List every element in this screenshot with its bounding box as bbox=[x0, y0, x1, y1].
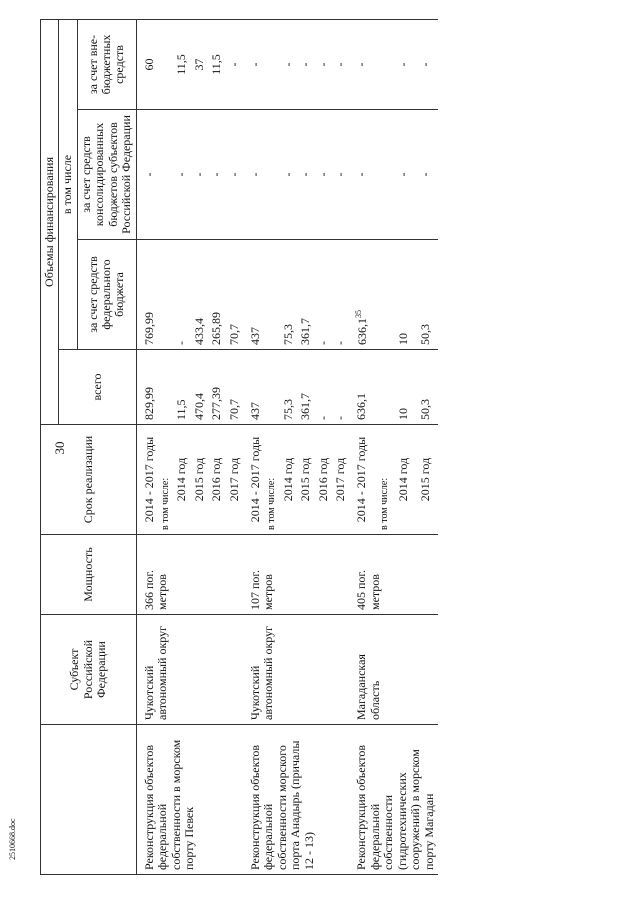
federal-value bbox=[243, 240, 264, 350]
empty-cell bbox=[158, 350, 173, 425]
table-row bbox=[349, 19, 376, 874]
year-regional: - bbox=[173, 110, 190, 240]
empty-cell bbox=[264, 19, 279, 109]
header-regional: за счет средств консолидированных бюджетов субъектов Российской Федерации bbox=[77, 110, 136, 240]
year-total: 11,5 bbox=[173, 350, 190, 425]
year-extra: 11,5 bbox=[173, 19, 190, 109]
object-name: Реконструкция объектов федеральной собственности (гидротехнических сооружений) в морском порту Магадан bbox=[349, 725, 438, 875]
year-federal: - bbox=[173, 240, 190, 350]
header-object bbox=[41, 725, 137, 875]
capacity-value: 405 пог. метров bbox=[349, 535, 438, 615]
document-code: 2510668.doc bbox=[8, 818, 17, 860]
regional-value: - bbox=[243, 110, 264, 240]
capacity-value: 107 пог. метров bbox=[243, 535, 349, 615]
regional-value: - bbox=[136, 110, 158, 240]
year-federal: 265,89 bbox=[208, 240, 225, 350]
year-extra: - bbox=[332, 19, 349, 109]
table-row bbox=[243, 19, 264, 874]
year-total: 70,7 bbox=[226, 350, 243, 425]
year-extra: - bbox=[315, 19, 332, 109]
header-subject: Субъект Российской Федерации bbox=[41, 615, 137, 725]
year-total: 75,3 bbox=[280, 350, 297, 425]
extra-value: - bbox=[349, 19, 376, 109]
year-federal: 75,3 bbox=[280, 240, 297, 350]
year-total: 277,39 bbox=[208, 350, 225, 425]
year-extra: - bbox=[395, 19, 416, 109]
header-period: Срок реализации bbox=[41, 425, 137, 535]
incl-label: в том числе: bbox=[158, 425, 173, 535]
year-label: 2016 год bbox=[315, 425, 332, 535]
year-label: 2014 год bbox=[280, 425, 297, 535]
year-federal: - bbox=[332, 240, 349, 350]
year-federal: - bbox=[315, 240, 332, 350]
empty-cell bbox=[264, 110, 279, 240]
empty-cell bbox=[377, 110, 396, 240]
year-extra: - bbox=[417, 19, 438, 109]
year-regional: - bbox=[315, 110, 332, 240]
year-extra: - bbox=[226, 19, 243, 109]
empty-cell bbox=[377, 350, 396, 425]
year-federal: 70,7 bbox=[226, 240, 243, 350]
subject-name: Чукотский автономный округ bbox=[243, 615, 349, 725]
header-funding: Объемы финансирования bbox=[41, 19, 59, 424]
year-federal: 10 bbox=[395, 240, 416, 350]
year-total: - bbox=[332, 350, 349, 425]
year-federal: 361,7 bbox=[297, 240, 314, 350]
year-regional: - bbox=[297, 110, 314, 240]
empty-cell bbox=[377, 19, 396, 109]
year-label: 2017 год bbox=[226, 425, 243, 535]
federal-number: 769,99 bbox=[141, 312, 156, 345]
table-body bbox=[136, 19, 438, 874]
year-regional: - bbox=[417, 110, 438, 240]
incl-label: в том числе: bbox=[377, 425, 396, 535]
year-label: 2016 год bbox=[208, 425, 225, 535]
year-total: 361,7 bbox=[297, 350, 314, 425]
year-total: 10 bbox=[395, 350, 416, 425]
regional-value: - bbox=[349, 110, 376, 240]
extra-value: 60 bbox=[136, 19, 158, 109]
federal-number: 437 bbox=[248, 327, 262, 345]
header-total: всего bbox=[59, 350, 136, 425]
year-total: 470,4 bbox=[191, 350, 208, 425]
total-value: 636,1 bbox=[349, 350, 376, 425]
object-name: Реконструкция объектов федеральной собственности в морском порту Певек bbox=[136, 725, 243, 875]
year-label: 2015 год bbox=[297, 425, 314, 535]
year-extra: 11,5 bbox=[208, 19, 225, 109]
capacity-value: 366 пог. метров bbox=[136, 535, 243, 615]
footnote-marker: 35 bbox=[354, 310, 364, 318]
year-federal: 433,4 bbox=[191, 240, 208, 350]
header-federal: за счет средств федерального бюджета bbox=[77, 240, 136, 350]
financing-table bbox=[40, 19, 438, 875]
empty-cell bbox=[158, 110, 173, 240]
period-value: 2014 - 2017 годы bbox=[243, 425, 264, 535]
year-regional: - bbox=[226, 110, 243, 240]
table-row bbox=[136, 19, 158, 874]
year-federal: 50,3 bbox=[417, 240, 438, 350]
year-regional: - bbox=[395, 110, 416, 240]
header-extra: за счет вне-бюджетных средств bbox=[77, 19, 136, 109]
extra-value: - bbox=[243, 19, 264, 109]
empty-cell bbox=[264, 240, 279, 350]
subject-name: Магаданская область bbox=[349, 615, 438, 725]
year-extra: - bbox=[297, 19, 314, 109]
period-value: 2014 - 2017 годы bbox=[136, 425, 158, 535]
header-incl: в том числе bbox=[59, 19, 77, 349]
federal-number: 636,1 bbox=[355, 318, 370, 345]
year-total: - bbox=[315, 350, 332, 425]
year-regional: - bbox=[208, 110, 225, 240]
empty-cell bbox=[264, 350, 279, 425]
incl-label: в том числе: bbox=[264, 425, 279, 535]
page-number: 30 bbox=[52, 441, 67, 455]
federal-value bbox=[349, 240, 376, 350]
year-total: 50,3 bbox=[417, 350, 438, 425]
empty-cell bbox=[377, 240, 396, 350]
year-regional: - bbox=[280, 110, 297, 240]
year-label: 2017 год bbox=[332, 425, 349, 535]
year-regional: - bbox=[191, 110, 208, 240]
empty-cell bbox=[158, 240, 173, 350]
period-value: 2014 - 2017 годы bbox=[349, 425, 376, 535]
total-value: 829,99 bbox=[136, 350, 158, 425]
subject-name: Чукотский автономный округ bbox=[136, 615, 243, 725]
year-extra: 37 bbox=[191, 19, 208, 109]
year-regional: - bbox=[332, 110, 349, 240]
year-label: 2014 год bbox=[173, 425, 190, 535]
federal-value bbox=[136, 240, 158, 350]
empty-cell bbox=[158, 19, 173, 109]
object-name: Реконструкция объектов федеральной собственности морского порта Анадырь (причалы 12 - 13) bbox=[243, 725, 349, 875]
header-capacity: Мощность bbox=[41, 535, 137, 615]
year-label: 2015 год bbox=[191, 425, 208, 535]
financing-table-sheet bbox=[40, 20, 620, 875]
year-label: 2015 год bbox=[417, 425, 438, 535]
year-label: 2014 год bbox=[395, 425, 416, 535]
year-extra: - bbox=[280, 19, 297, 109]
total-value: 437 bbox=[243, 350, 264, 425]
